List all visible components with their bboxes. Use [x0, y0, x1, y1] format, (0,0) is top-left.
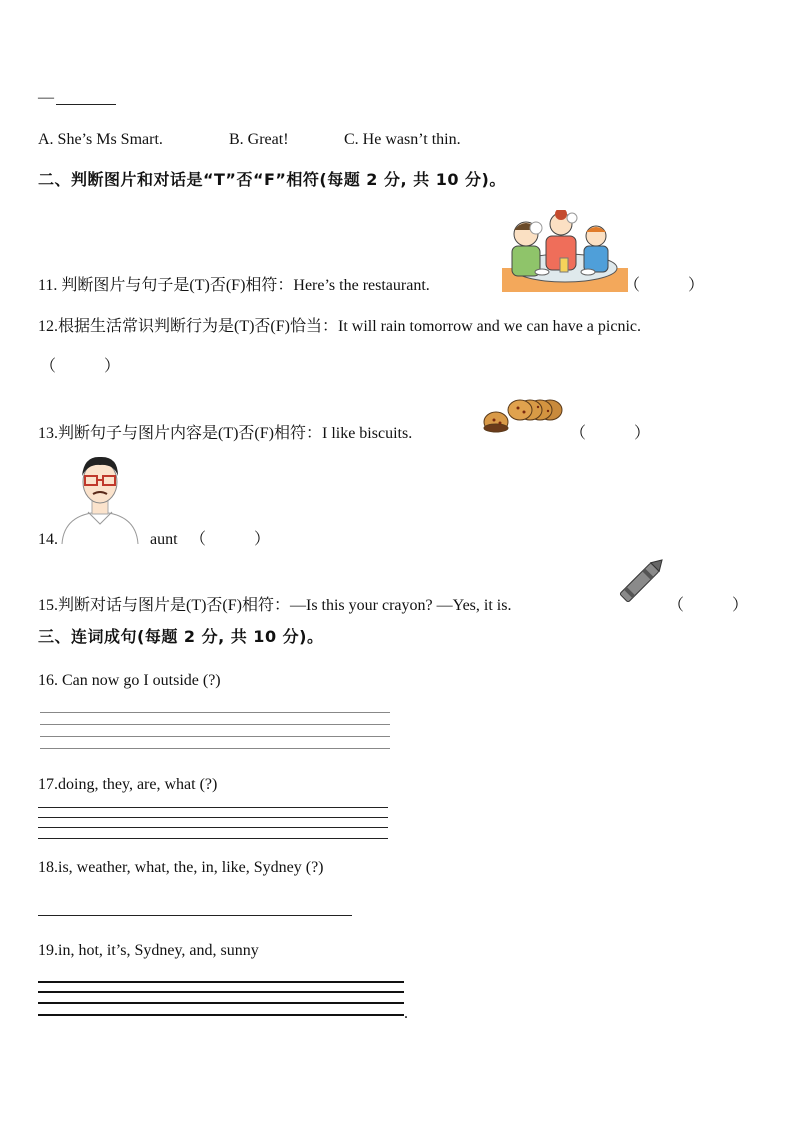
question-19-end-mark: .: [404, 1005, 408, 1022]
question-12: 12.根据生活常识判断行为是(T)否(F)恰当：It will rain tomorrow and we can have a picnic.: [38, 318, 641, 335]
question-19: 19.in, hot, it’s, Sydney, and, sunny: [38, 942, 259, 959]
biscuits-picture: [482, 396, 564, 436]
man-with-glasses-picture: [58, 452, 142, 546]
question-14-word: aunt: [150, 531, 178, 548]
option-b: B. Great!: [229, 131, 289, 148]
answer-paren-14[interactable]: （ ）: [190, 531, 271, 548]
option-c: C. He wasn’t thin.: [344, 131, 461, 148]
section3-heading: 三、连词成句(每题 2 分, 共 10 分)。: [38, 627, 324, 646]
writing-line: [38, 838, 388, 839]
writing-line: [38, 827, 388, 828]
question-14-number: 14.: [38, 531, 58, 548]
writing-line: [40, 736, 390, 737]
answer-paren-11[interactable]: （ ）: [624, 277, 705, 294]
question-18: 18.is, weather, what, the, in, like, Sydney (?): [38, 859, 324, 876]
writing-line: [38, 991, 404, 993]
section2-heading: 二、判断图片和对话是“T”否“F”相符(每题 2 分, 共 10 分)。: [38, 170, 506, 189]
answer-line-18[interactable]: [38, 915, 352, 916]
writing-line: [38, 807, 388, 808]
writing-line: [40, 748, 390, 749]
option-a: A. She’s Ms Smart.: [38, 131, 163, 148]
answer-paren-15[interactable]: （ ）: [668, 597, 749, 614]
writing-line: [38, 1002, 404, 1004]
writing-line: [38, 1014, 404, 1016]
crayon-picture: [610, 556, 666, 612]
answer-paren-12[interactable]: （ ）: [40, 358, 121, 375]
writing-line: [38, 817, 388, 818]
question-16: 16. Can now go I outside (?): [38, 672, 221, 689]
writing-line: [38, 981, 404, 983]
question-17: 17.doing, they, are, what (?): [38, 776, 218, 793]
question-15: 15.判断对话与图片是(T)否(F)相符：—Is this your crayon? —Yes, it is.: [38, 597, 512, 614]
question-11: 11. 判断图片与句子是(T)否(F)相符：Here’s the restaurant.: [38, 277, 430, 294]
writing-line: [40, 724, 390, 725]
question-13: 13.判断句子与图片内容是(T)否(F)相符：I like biscuits.: [38, 425, 413, 442]
top-answer-prefix: —: [38, 89, 54, 106]
answer-paren-13[interactable]: （ ）: [570, 425, 651, 442]
restaurant-picture: [502, 210, 628, 292]
top-answer-line: [56, 104, 116, 105]
writing-line: [40, 712, 390, 713]
